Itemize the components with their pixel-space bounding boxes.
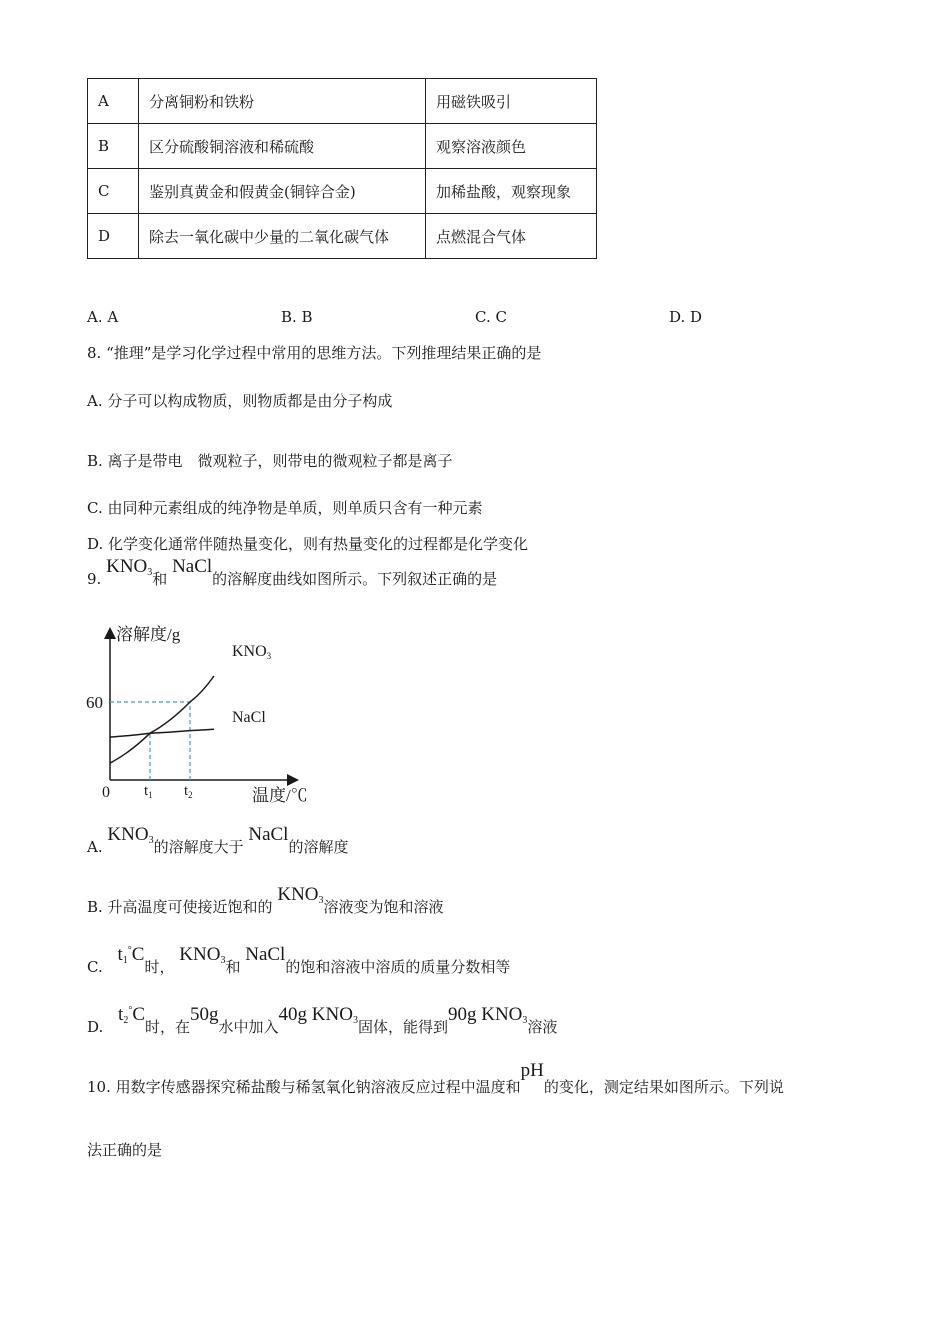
row-key: B: [88, 124, 139, 169]
nacl-curve: [110, 729, 214, 737]
row-task: 区分硫酸铜溶液和稀硫酸: [139, 124, 426, 169]
x-tick-t2: $t_2$: [184, 783, 193, 800]
kno3-series-label: KNO3: [232, 643, 272, 661]
q8-option-a[interactable]: A. 分子可以构成物质，则物质都是由分子构成: [87, 392, 393, 410]
row-method: 加稀盐酸，观察现象: [426, 169, 597, 214]
row-task: 鉴别真黄金和假黄金(铜锌合金): [139, 169, 426, 214]
table-row: [88, 214, 597, 259]
q10-stem-line2: 法正确的是: [87, 1141, 163, 1159]
row-method: 观察溶液颜色: [426, 124, 597, 169]
q10-stem-line1: 10. 用数字传感器探究稀盐酸与稀氢氧化钠溶液反应过程中温度和pH的变化，测定结果如图所示。下列说: [87, 1060, 784, 1096]
table-row: [88, 124, 597, 169]
q7-choice-a[interactable]: A. A: [87, 308, 119, 326]
y-tick-60: 60: [86, 693, 103, 712]
q7-choice-c[interactable]: C. C: [475, 308, 507, 326]
row-method: 点燃混合气体: [426, 214, 597, 259]
nacl-series-label: NaCl: [232, 709, 266, 726]
q8-option-b[interactable]: B. 离子是带电 微观粒子，则带电的微观粒子都是离子: [87, 452, 453, 470]
formula-nacl: NaCl: [172, 556, 213, 577]
kno3-curve: [110, 676, 214, 763]
origin-label: 0: [102, 784, 110, 801]
q9-option-b[interactable]: B. 升高温度可使接近饱和的 KNO3溶液变为饱和溶液: [87, 884, 444, 916]
q9-option-c[interactable]: C. t1°C时， KNO3和 NaCl的饱和溶液中溶质的质量分数相等: [87, 944, 511, 976]
row-method: 用磁铁吸引: [426, 79, 597, 124]
row-key: A: [88, 79, 139, 124]
table-row: [88, 169, 597, 214]
q7-choice-d[interactable]: D. D: [669, 308, 703, 326]
x-tick-t1: $t_1$: [144, 783, 153, 800]
q7-choice-b[interactable]: B. B: [281, 308, 313, 326]
row-task: 除去一氧化碳中少量的二氧化碳气体: [139, 214, 426, 259]
formula-kno3: KNO3: [106, 556, 153, 578]
y-axis-label: 溶解度/g: [116, 625, 181, 644]
q8-option-d[interactable]: D. 化学变化通常伴随热量变化，则有热量变化的过程都是化学变化: [87, 535, 529, 553]
table-row: [88, 79, 597, 124]
solubility-chart: [80, 618, 340, 813]
options-table: [87, 78, 597, 259]
q9-stem: 9. KNO3和 NaCl的溶解度曲线如图所示。下列叙述正确的是: [87, 556, 498, 588]
q8-option-c[interactable]: C. 由同种元素组成的纯净物是单质，则单质只含有一种元素: [87, 499, 483, 517]
row-task: 分离铜粉和铁粉: [139, 79, 426, 124]
q8-stem: 8. “推理”是学习化学过程中常用的思维方法。下列推理结果正确的是: [87, 344, 542, 362]
row-key: D: [88, 214, 139, 259]
x-axis-label: 温度/℃: [252, 786, 308, 805]
row-key: C: [88, 169, 139, 214]
q9-option-a[interactable]: A. KNO3的溶解度大于 NaCl的溶解度: [87, 824, 349, 856]
q9-option-d[interactable]: D. t2°C时，在50g水中加入40g KNO3固体，能得到90g KNO3溶液: [87, 1004, 558, 1036]
